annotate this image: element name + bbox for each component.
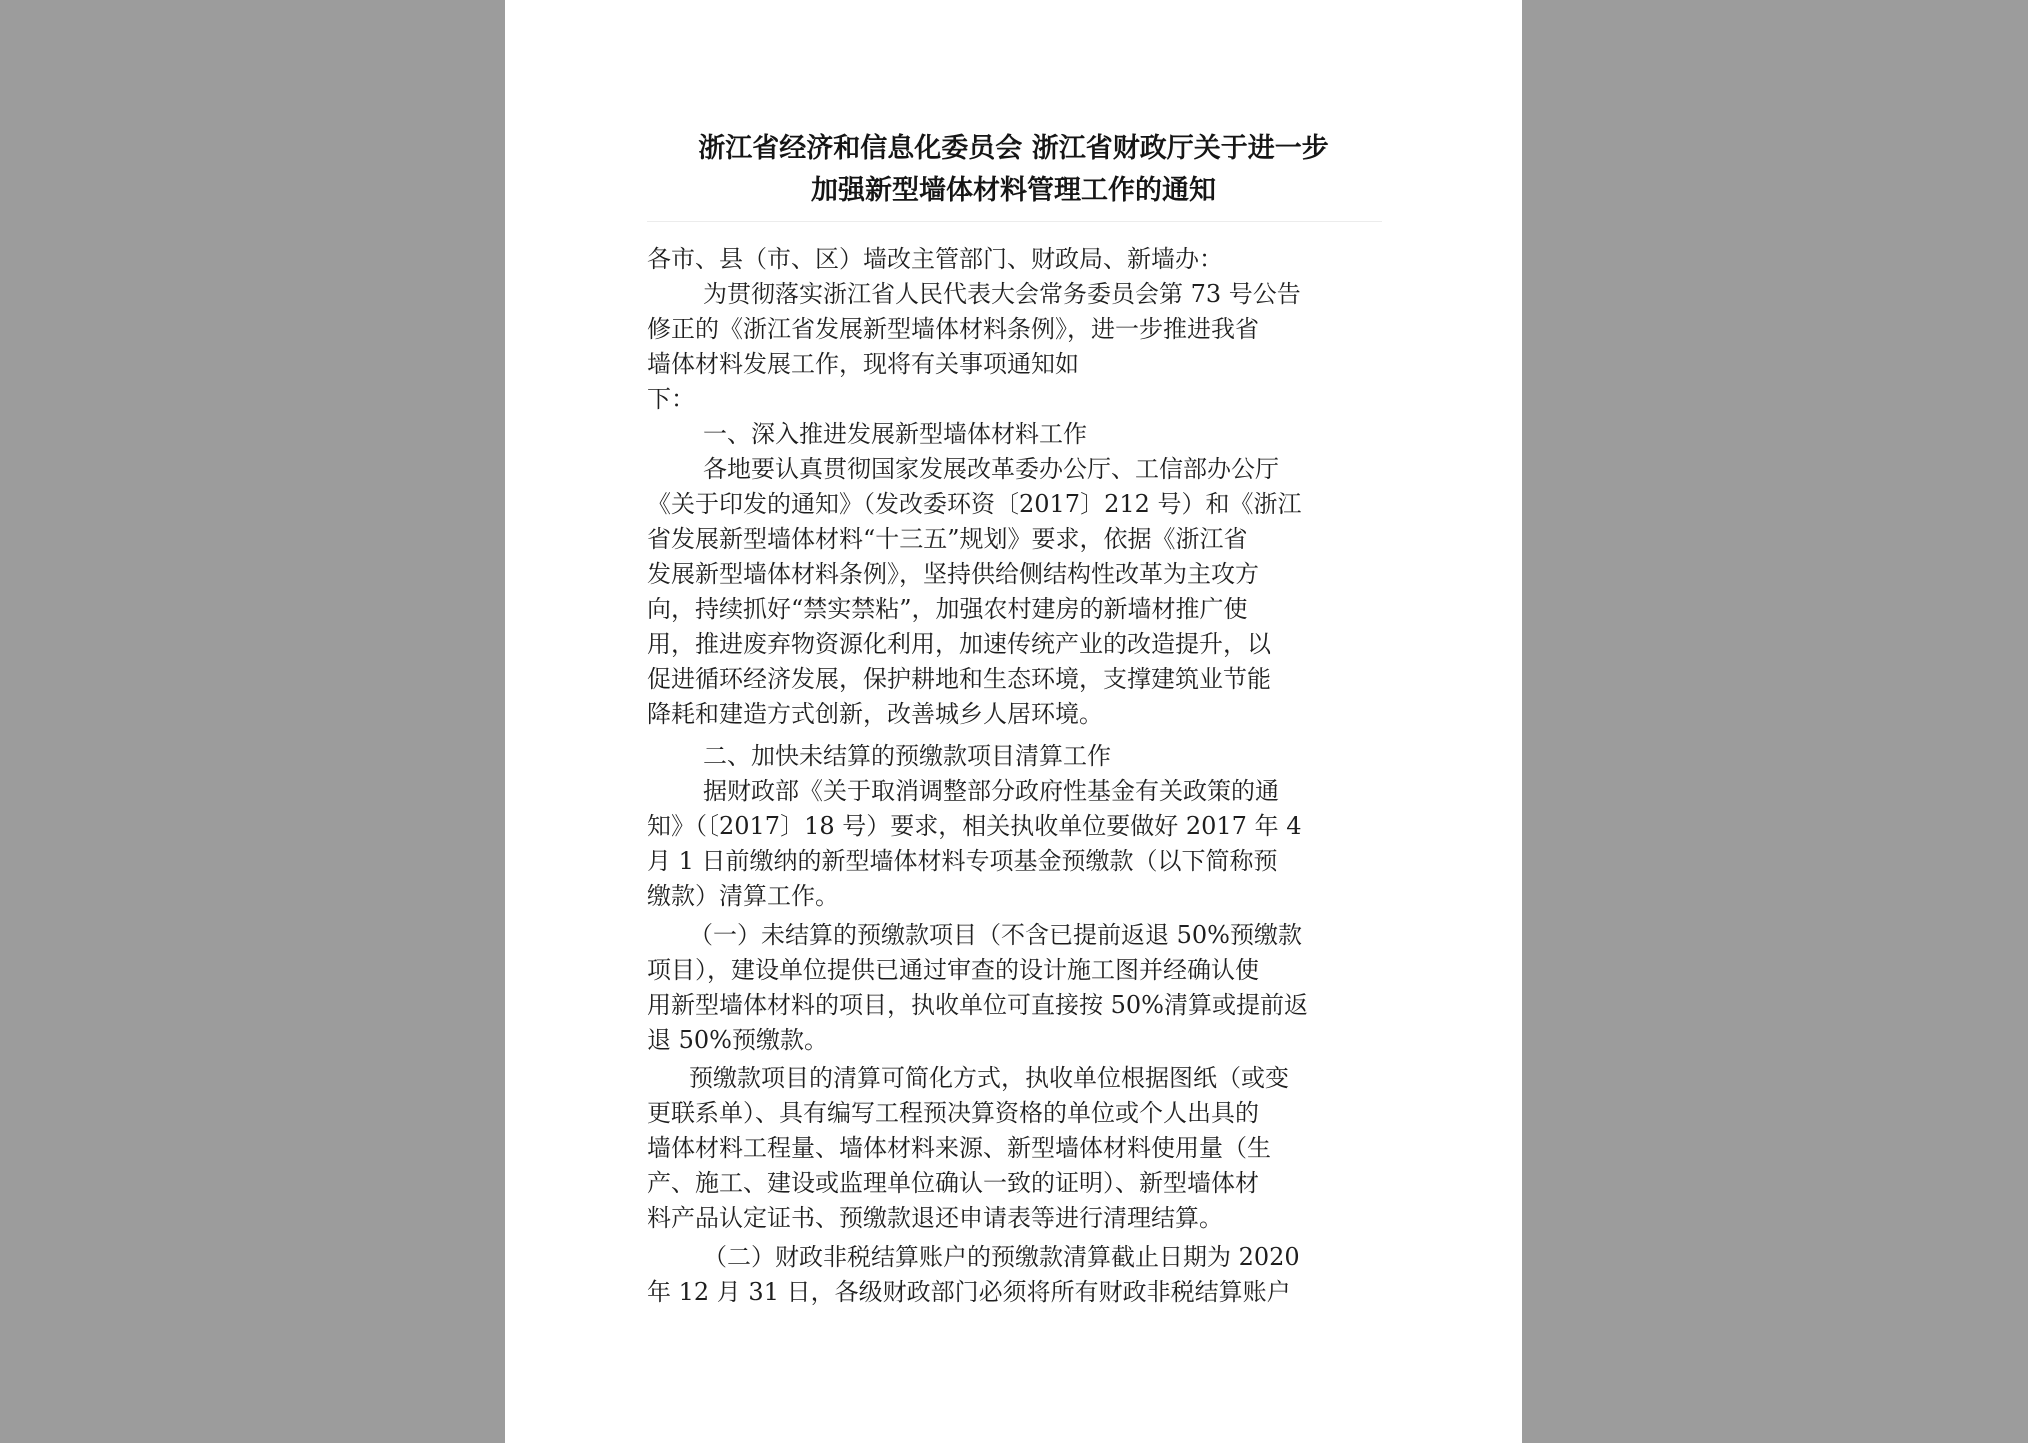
- title-line: 加强新型墙体材料管理工作的通知: [811, 175, 1216, 206]
- subsection-line: （二）财政非税结算账户的预缴款清算截止日期为 2020: [703, 1243, 1300, 1271]
- title-line: 浙江省经济和信息化委员会 浙江省财政厅关于进一步: [698, 133, 1329, 164]
- body-line: 促进循环经济发展，保护耕地和生态环境，支撑建筑业节能: [647, 665, 1271, 693]
- body-line: 更联系单）、具有编写工程预决算资格的单位或个人出具的: [647, 1099, 1259, 1127]
- body-line: 各市、县（市、区）墙改主管部门、财政局、新墙办：: [647, 245, 1223, 273]
- body-line: 用，推进废弃物资源化利用，加速传统产业的改造提升，以: [647, 630, 1271, 658]
- body-line: 修正的《浙江省发展新型墙体材料条例》，进一步推进我省: [647, 315, 1259, 343]
- subsection-line: （一）未结算的预缴款项目（不含已提前返退 50%预缴款: [689, 921, 1302, 949]
- body-line: 为贯彻落实浙江省人民代表大会常务委员会第 73 号公告: [703, 280, 1301, 308]
- section-heading: 二、加快未结算的预缴款项目清算工作: [703, 742, 1111, 770]
- document-page: [505, 0, 1522, 1443]
- title-divider: [647, 221, 1382, 222]
- body-line: 产、施工、建设或监理单位确认一致的证明）、新型墙体材: [647, 1169, 1259, 1197]
- body-line: 用新型墙体材料的项目，执收单位可直接按 50%清算或提前返: [647, 991, 1308, 1019]
- body-line: 墙体材料发展工作，现将有关事项通知如: [647, 350, 1079, 378]
- body-line: 下：: [647, 385, 695, 413]
- body-line: 预缴款项目的清算可简化方式，执收单位根据图纸（或变: [689, 1064, 1289, 1092]
- body-line: 缴款）清算工作。: [647, 882, 839, 910]
- body-line: 退 50%预缴款。: [647, 1026, 828, 1054]
- body-line: 省发展新型墙体材料“十三五”规划》要求，依据《浙江省: [647, 525, 1248, 553]
- body-line: 据财政部《关于取消调整部分政府性基金有关政策的通: [703, 777, 1279, 805]
- body-line: 月 1 日前缴纳的新型墙体材料专项基金预缴款（以下简称预: [647, 847, 1278, 875]
- body-line: 《关于印发的通知》（发改委环资〔2017〕212 号）和《浙江: [647, 490, 1302, 518]
- body-line: 年 12 月 31 日，各级财政部门必须将所有财政非税结算账户: [647, 1278, 1291, 1306]
- body-line: 料产品认定证书、预缴款退还申请表等进行清理结算。: [647, 1204, 1223, 1232]
- body-line: 发展新型墙体材料条例》，坚持供给侧结构性改革为主攻方: [647, 560, 1259, 588]
- body-line: 墙体材料工程量、墙体材料来源、新型墙体材料使用量（生: [647, 1134, 1271, 1162]
- body-line: 降耗和建造方式创新，改善城乡人居环境。: [647, 700, 1103, 728]
- body-line: 向，持续抓好“禁实禁粘”，加强农村建房的新墙材推广使: [647, 595, 1248, 623]
- body-line: 各地要认真贯彻国家发展改革委办公厅、工信部办公厅: [703, 455, 1279, 483]
- section-heading: 一、深入推进发展新型墙体材料工作: [703, 420, 1087, 448]
- body-line: 项目），建设单位提供已通过审查的设计施工图并经确认使: [647, 956, 1259, 984]
- body-line: 知》（〔2017〕18 号）要求，相关执收单位要做好 2017 年 4: [647, 812, 1302, 840]
- document-title: [505, 128, 1522, 212]
